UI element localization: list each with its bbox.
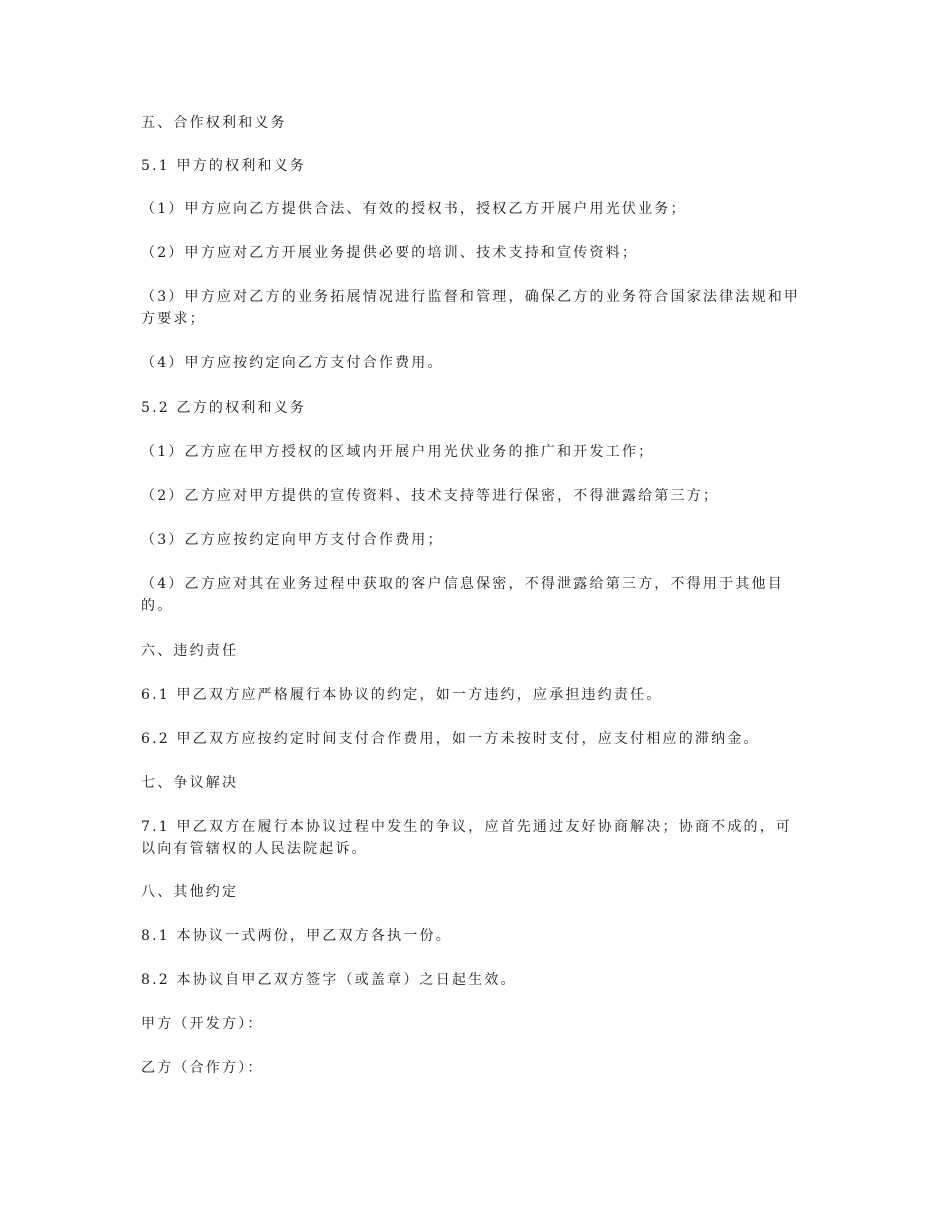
clause-8-2: 8.2 本协议自甲乙双方签字（或盖章）之日起生效。 (141, 972, 517, 988)
clause-6-2: 6.2 甲乙双方应按约定时间支付合作费用，如一方未按时支付，应支付相应的滞纳金。 (141, 731, 760, 747)
clause-5-2-heading: 5.2 乙方的权利和义务 (141, 400, 307, 416)
section-8-heading: 八、其他约定 (141, 884, 239, 900)
clause-5-1-item-1: （1）甲方应向乙方提供合法、有效的授权书，授权乙方开展户用光伏业务； (141, 201, 687, 217)
section-7-heading: 七、争议解决 (141, 775, 239, 791)
party-b-signature-line: 乙方（合作方）： (141, 1060, 264, 1076)
clause-5-1-item-2: （2）甲方应对乙方开展业务提供必要的培训、技术支持和宣传资料； (141, 245, 639, 261)
clause-5-2-item-4: （4）乙方应对其在业务过程中获取的客户信息保密，不得泄露给第三方，不得用于其他目的。 (141, 576, 784, 614)
clause-6-1: 6.1 甲乙双方应严格履行本协议的约定，如一方违约，应承担违约责任。 (141, 687, 663, 703)
clause-8-1: 8.1 本协议一式两份，甲乙双方各执一份。 (141, 928, 452, 944)
clause-5-1-heading: 5.1 甲方的权利和义务 (141, 158, 307, 174)
party-a-signature-line: 甲方（开发方）： (141, 1016, 264, 1032)
clause-5-2-item-1: （1）乙方应在甲方授权的区域内开展户用光伏业务的推广和开发工作； (141, 444, 655, 460)
section-6-heading: 六、违约责任 (141, 643, 239, 659)
section-5-heading: 五、合作权利和义务 (141, 115, 287, 131)
clause-5-1-item-4: （4）甲方应按约定向乙方支付合作费用。 (141, 355, 444, 371)
clause-7-1: 7.1 甲乙双方在履行本协议过程中发生的争议，应首先通过友好协商解决；协商不成的，可以向有管辖权的人民法院起诉。 (141, 819, 793, 857)
clause-5-1-item-3: （3）甲方应对乙方的业务拓展情况进行监督和管理，确保乙方的业务符合国家法律法规和甲方要求； (141, 289, 801, 327)
clause-5-2-item-2: （2）乙方应对甲方提供的宣传资料、技术支持等进行保密，不得泄露给第三方； (141, 488, 720, 504)
clause-5-2-item-3: （3）乙方应按约定向甲方支付合作费用； (141, 532, 444, 548)
